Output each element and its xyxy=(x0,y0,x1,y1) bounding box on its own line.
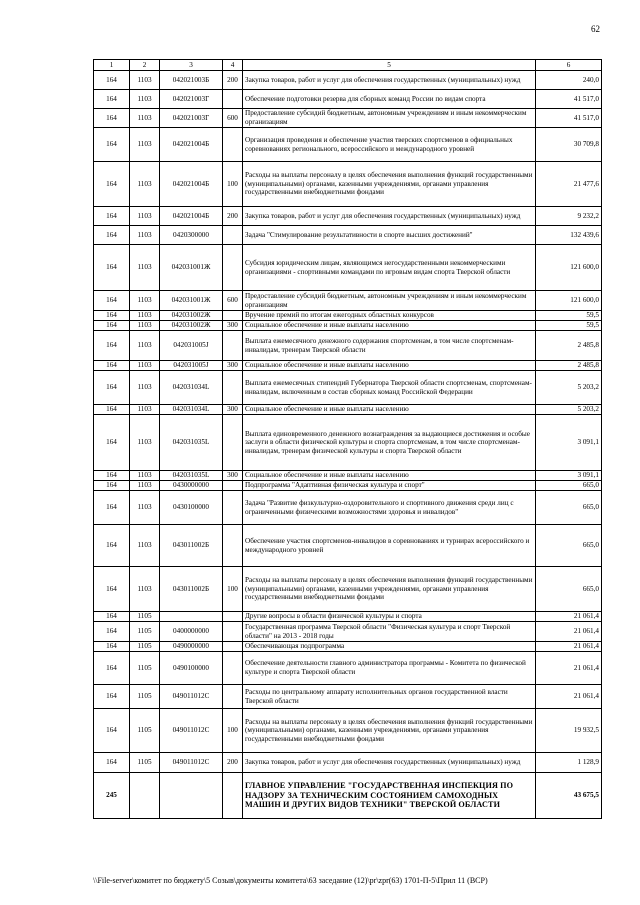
amount-cell: 132 439,6 xyxy=(536,226,602,245)
expense-type-cell: 300 xyxy=(223,471,243,481)
description-cell: Предоставление субсидий бюджетным, автономным учреждениям и иным некоммерческим организациям xyxy=(243,291,536,311)
table-row xyxy=(94,773,602,819)
target-article-cell: 0490000000 xyxy=(160,642,223,652)
description-cell: Организация проведения и обеспечение участия тверских спортсменов в официальных соревнованиях регионального, всероссийского и международного уровней xyxy=(243,128,536,162)
section-code-cell: 1103 xyxy=(130,128,160,162)
expense-type-cell xyxy=(223,612,243,622)
expense-type-cell: 200 xyxy=(223,71,243,90)
target-article-cell: 049011012С xyxy=(160,709,223,753)
section-code-cell: 1103 xyxy=(130,525,160,567)
chapter-code-cell: 164 xyxy=(94,361,130,371)
table-row xyxy=(94,709,602,753)
table-row xyxy=(94,291,602,311)
section-code-cell: 1103 xyxy=(130,109,160,128)
chapter-code-cell: 164 xyxy=(94,491,130,525)
expense-type-cell: 100 xyxy=(223,709,243,753)
target-article-cell: 042031002Ж xyxy=(160,311,223,321)
section-code-cell: 1103 xyxy=(130,162,160,207)
section-code-cell: 1103 xyxy=(130,71,160,90)
description-cell: Государственная программа Тверской области "Физическая культура и спорт Тверской области" на 2013 - 2018 годы xyxy=(243,622,536,642)
section-code-cell: 1103 xyxy=(130,481,160,491)
description-cell: Социальное обеспечение и иные выплаты населению xyxy=(243,361,536,371)
description-cell: Обеспечение участия спортсменов-инвалидов в соревнованиях и турнирах всероссийского и международного уровней xyxy=(243,525,536,567)
table-row xyxy=(94,491,602,525)
chapter-code-cell: 164 xyxy=(94,481,130,491)
chapter-code-cell: 164 xyxy=(94,321,130,331)
chapter-code-cell: 164 xyxy=(94,753,130,773)
amount-cell: 43 675,5 xyxy=(536,773,602,819)
section-code-cell: 1103 xyxy=(130,491,160,525)
table-row xyxy=(94,71,602,90)
table-row xyxy=(94,622,602,642)
target-article-cell: 049011012С xyxy=(160,685,223,709)
target-article-cell: 049011012С xyxy=(160,753,223,773)
chapter-code-cell: 164 xyxy=(94,245,130,291)
expense-type-cell xyxy=(223,90,243,109)
table-row xyxy=(94,481,602,491)
table-row xyxy=(94,321,602,331)
header-cell: 6 xyxy=(536,60,602,71)
expense-type-cell: 300 xyxy=(223,405,243,415)
target-article-cell: 042021003Г xyxy=(160,109,223,128)
section-code-cell: 1105 xyxy=(130,652,160,685)
chapter-code-cell: 164 xyxy=(94,622,130,642)
chapter-code-cell: 164 xyxy=(94,291,130,311)
description-cell: Закупка товаров, работ и услуг для обеспечения государственных (муниципальных) нужд xyxy=(243,753,536,773)
amount-cell: 665,0 xyxy=(536,491,602,525)
target-article-cell: 042021003Б xyxy=(160,71,223,90)
chapter-code-cell: 164 xyxy=(94,415,130,471)
chapter-code-cell: 164 xyxy=(94,162,130,207)
chapter-code-cell: 164 xyxy=(94,331,130,361)
chapter-code-cell: 164 xyxy=(94,612,130,622)
target-article-cell: 0490100000 xyxy=(160,652,223,685)
header-cell: 5 xyxy=(243,60,536,71)
chapter-code-cell: 164 xyxy=(94,685,130,709)
description-cell: Предоставление субсидий бюджетным, автономным учреждениям и иным некоммерческим организациям xyxy=(243,109,536,128)
target-article-cell: 0400000000 xyxy=(160,622,223,642)
table-row xyxy=(94,128,602,162)
target-article-cell xyxy=(160,612,223,622)
description-cell: Обеспечение подготовки резерва для сборных команд России по видам спорта xyxy=(243,90,536,109)
section-code-cell: 1103 xyxy=(130,245,160,291)
amount-cell: 59,5 xyxy=(536,311,602,321)
amount-cell: 5 203,2 xyxy=(536,405,602,415)
table-row xyxy=(94,331,602,361)
expense-type-cell xyxy=(223,685,243,709)
expense-type-cell: 100 xyxy=(223,162,243,207)
description-cell: Социальное обеспечение и иные выплаты населению xyxy=(243,321,536,331)
target-article-cell: 043011002Б xyxy=(160,525,223,567)
table-row xyxy=(94,371,602,405)
target-article-cell: 042031034L xyxy=(160,405,223,415)
table-row xyxy=(94,415,602,471)
chapter-code-cell: 164 xyxy=(94,405,130,415)
section-code-cell: 1103 xyxy=(130,415,160,471)
amount-cell: 21 061,4 xyxy=(536,642,602,652)
expense-type-cell xyxy=(223,773,243,819)
expense-type-cell xyxy=(223,415,243,471)
chapter-code-cell: 164 xyxy=(94,567,130,612)
section-code-cell: 1103 xyxy=(130,90,160,109)
description-cell: Выплата ежемесячных стипендий Губернатора Тверской области спортсменам, спортсменам-инвалидам, включенным в состав сборных команд Российской Федерации xyxy=(243,371,536,405)
chapter-code-cell: 164 xyxy=(94,128,130,162)
section-code-cell: 1103 xyxy=(130,226,160,245)
table-row xyxy=(94,311,602,321)
description-cell: Подпрограмма "Адаптивная физическая культура и спорт" xyxy=(243,481,536,491)
description-cell: Задача "Стимулирование результативности в спорте высших достижений" xyxy=(243,226,536,245)
amount-cell: 1 128,9 xyxy=(536,753,602,773)
table-row xyxy=(94,226,602,245)
expense-type-cell xyxy=(223,245,243,291)
table-row xyxy=(94,642,602,652)
section-code-cell: 1103 xyxy=(130,371,160,405)
amount-cell: 121 600,0 xyxy=(536,291,602,311)
chapter-code-cell: 164 xyxy=(94,311,130,321)
table-row xyxy=(94,405,602,415)
section-code-cell: 1103 xyxy=(130,405,160,415)
file-path-footer: \\File-server\комитет по бюджету\5 Созыв\документы комитета\63 заседание (12)\pr\zpr(63) 1701-П-5\Прил 11 (ВСР) xyxy=(93,876,488,885)
target-article-cell: 0430000000 xyxy=(160,481,223,491)
chapter-code-cell: 164 xyxy=(94,207,130,226)
amount-cell: 59,5 xyxy=(536,321,602,331)
section-code-cell: 1103 xyxy=(130,207,160,226)
chapter-code-cell: 164 xyxy=(94,652,130,685)
description-cell: Закупка товаров, работ и услуг для обеспечения государственных (муниципальных) нужд xyxy=(243,71,536,90)
amount-cell: 2 485,8 xyxy=(536,361,602,371)
section-code-cell: 1103 xyxy=(130,321,160,331)
table-row xyxy=(94,162,602,207)
description-cell: Вручение премий по итогам ежегодных областных конкурсов xyxy=(243,311,536,321)
description-cell: Другие вопросы в области физической культуры и спорта xyxy=(243,612,536,622)
description-cell: Расходы по центральному аппарату исполнительных органов государственной власти Тверской области xyxy=(243,685,536,709)
chapter-code-cell: 164 xyxy=(94,525,130,567)
target-article-cell xyxy=(160,773,223,819)
amount-cell: 21 477,6 xyxy=(536,162,602,207)
table-row xyxy=(94,471,602,481)
expense-type-cell xyxy=(223,642,243,652)
section-code-cell: 1105 xyxy=(130,642,160,652)
section-code-cell: 1105 xyxy=(130,622,160,642)
chapter-code-cell: 164 xyxy=(94,471,130,481)
expense-type-cell: 300 xyxy=(223,361,243,371)
section-code-cell: 1103 xyxy=(130,471,160,481)
table-row xyxy=(94,207,602,226)
header-row xyxy=(94,60,602,71)
expense-type-cell: 100 xyxy=(223,567,243,612)
target-article-cell: 042031001Ж xyxy=(160,245,223,291)
chapter-code-cell: 164 xyxy=(94,90,130,109)
section-code-cell xyxy=(130,773,160,819)
expense-type-cell xyxy=(223,331,243,361)
table-row xyxy=(94,525,602,567)
section-code-cell: 1103 xyxy=(130,311,160,321)
table-row xyxy=(94,109,602,128)
description-cell: Выплата ежемесячного денежного содержания спортсменам, в том числе спортсменам-инвалидам, тренерам Тверской области xyxy=(243,331,536,361)
amount-cell: 41 517,0 xyxy=(536,109,602,128)
amount-cell: 121 600,0 xyxy=(536,245,602,291)
expense-type-cell xyxy=(223,371,243,405)
table-row xyxy=(94,245,602,291)
target-article-cell: 042031035L xyxy=(160,471,223,481)
amount-cell: 9 232,2 xyxy=(536,207,602,226)
section-code-cell: 1105 xyxy=(130,753,160,773)
description-cell: Социальное обеспечение и иные выплаты населению xyxy=(243,405,536,415)
amount-cell: 21 061,4 xyxy=(536,652,602,685)
budget-table xyxy=(93,59,602,819)
expense-type-cell xyxy=(223,128,243,162)
expense-type-cell xyxy=(223,481,243,491)
section-code-cell: 1103 xyxy=(130,291,160,311)
target-article-cell: 042031035L xyxy=(160,415,223,471)
header-cell: 4 xyxy=(223,60,243,71)
table-row xyxy=(94,90,602,109)
target-article-cell: 042021004Б xyxy=(160,128,223,162)
table-row xyxy=(94,567,602,612)
expense-type-cell xyxy=(223,491,243,525)
amount-cell: 19 932,5 xyxy=(536,709,602,753)
expense-type-cell: 200 xyxy=(223,207,243,226)
amount-cell: 21 061,4 xyxy=(536,622,602,642)
chapter-code-cell: 164 xyxy=(94,226,130,245)
table-row xyxy=(94,652,602,685)
amount-cell: 3 091,1 xyxy=(536,471,602,481)
page-number: 62 xyxy=(591,24,600,34)
section-code-cell: 1103 xyxy=(130,361,160,371)
description-cell: Выплата единовременного денежного вознаграждения за выдающиеся достижения и особые заслуги в области физической культуры и спорта спортсменам, в том числе спортсменам-инвалидам, тренерам физической культуры и спорта Тверской области xyxy=(243,415,536,471)
header-cell: 1 xyxy=(94,60,130,71)
section-code-cell: 1105 xyxy=(130,685,160,709)
description-cell: Задача "Развитие физкультурно-оздоровительного и спортивного движения среди лиц с ограниченными физическими возможностями здоровья и инвалидов" xyxy=(243,491,536,525)
description-cell: Обеспечивающая подпрограмма xyxy=(243,642,536,652)
expense-type-cell xyxy=(223,525,243,567)
expense-type-cell: 200 xyxy=(223,753,243,773)
target-article-cell: 0420300000 xyxy=(160,226,223,245)
expense-type-cell xyxy=(223,226,243,245)
table-row xyxy=(94,612,602,622)
expense-type-cell: 600 xyxy=(223,109,243,128)
chapter-code-cell: 164 xyxy=(94,642,130,652)
target-article-cell: 042021004Б xyxy=(160,162,223,207)
expense-type-cell xyxy=(223,622,243,642)
target-article-cell: 042031001Ж xyxy=(160,291,223,311)
target-article-cell: 042031005J xyxy=(160,361,223,371)
header-cell: 3 xyxy=(160,60,223,71)
expense-type-cell xyxy=(223,652,243,685)
amount-cell: 21 061,4 xyxy=(536,612,602,622)
section-code-cell: 1103 xyxy=(130,567,160,612)
header-cell: 2 xyxy=(130,60,160,71)
target-article-cell: 0430100000 xyxy=(160,491,223,525)
chapter-code-cell: 245 xyxy=(94,773,130,819)
description-cell: Расходы на выплаты персоналу в целях обеспечения выполнения функций государственными (муниципальными) органами, казенными учреждениями, органами управления государственными внебюджетными фондами xyxy=(243,709,536,753)
amount-cell: 665,0 xyxy=(536,525,602,567)
amount-cell: 21 061,4 xyxy=(536,685,602,709)
chapter-code-cell: 164 xyxy=(94,109,130,128)
amount-cell: 30 709,8 xyxy=(536,128,602,162)
target-article-cell: 042031034L xyxy=(160,371,223,405)
amount-cell: 240,0 xyxy=(536,71,602,90)
amount-cell: 3 091,1 xyxy=(536,415,602,471)
amount-cell: 5 203,2 xyxy=(536,371,602,405)
description-cell: Расходы на выплаты персоналу в целях обеспечения выполнения функций государственными (муниципальными) органами, казенными учреждениями, органами управления государственными внебюджетными фондами xyxy=(243,567,536,612)
amount-cell: 2 485,8 xyxy=(536,331,602,361)
target-article-cell: 042021004Б xyxy=(160,207,223,226)
target-article-cell: 042031005J xyxy=(160,331,223,361)
section-code-cell: 1105 xyxy=(130,709,160,753)
amount-cell: 665,0 xyxy=(536,567,602,612)
expense-type-cell: 600 xyxy=(223,291,243,311)
description-cell: ГЛАВНОЕ УПРАВЛЕНИЕ "ГОСУДАРСТВЕННАЯ ИНСПЕКЦИЯ ПО НАДЗОРУ ЗА ТЕХНИЧЕСКИМ СОСТОЯНИЕМ САМОХОДНЫХ МАШИН И ДРУГИХ ВИДОВ ТЕХНИКИ" ТВЕРСКОЙ ОБЛАСТИ xyxy=(243,773,536,819)
table-row xyxy=(94,361,602,371)
chapter-code-cell: 164 xyxy=(94,71,130,90)
table-row xyxy=(94,685,602,709)
description-cell: Субсидия юридическим лицам, являющимся негосударственными некоммерческими организациями - спортивными командами по игровым видам спорта Тверской области xyxy=(243,245,536,291)
target-article-cell: 042031002Ж xyxy=(160,321,223,331)
description-cell: Обеспечение деятельности главного администратора программы - Комитета по физической культуре и спорта Тверской области xyxy=(243,652,536,685)
description-cell: Расходы на выплаты персоналу в целях обеспечения выполнения функций государственными (муниципальными) органами, казенными учреждениями, органами управления государственными внебюджетными фондами xyxy=(243,162,536,207)
section-code-cell: 1103 xyxy=(130,331,160,361)
chapter-code-cell: 164 xyxy=(94,709,130,753)
expense-type-cell xyxy=(223,311,243,321)
chapter-code-cell: 164 xyxy=(94,371,130,405)
table-row xyxy=(94,753,602,773)
description-cell: Закупка товаров, работ и услуг для обеспечения государственных (муниципальных) нужд xyxy=(243,207,536,226)
expense-type-cell: 300 xyxy=(223,321,243,331)
section-code-cell: 1105 xyxy=(130,612,160,622)
amount-cell: 41 517,0 xyxy=(536,90,602,109)
target-article-cell: 043011002Б xyxy=(160,567,223,612)
amount-cell: 665,0 xyxy=(536,481,602,491)
target-article-cell: 042021003Г xyxy=(160,90,223,109)
description-cell: Социальное обеспечение и иные выплаты населению xyxy=(243,471,536,481)
